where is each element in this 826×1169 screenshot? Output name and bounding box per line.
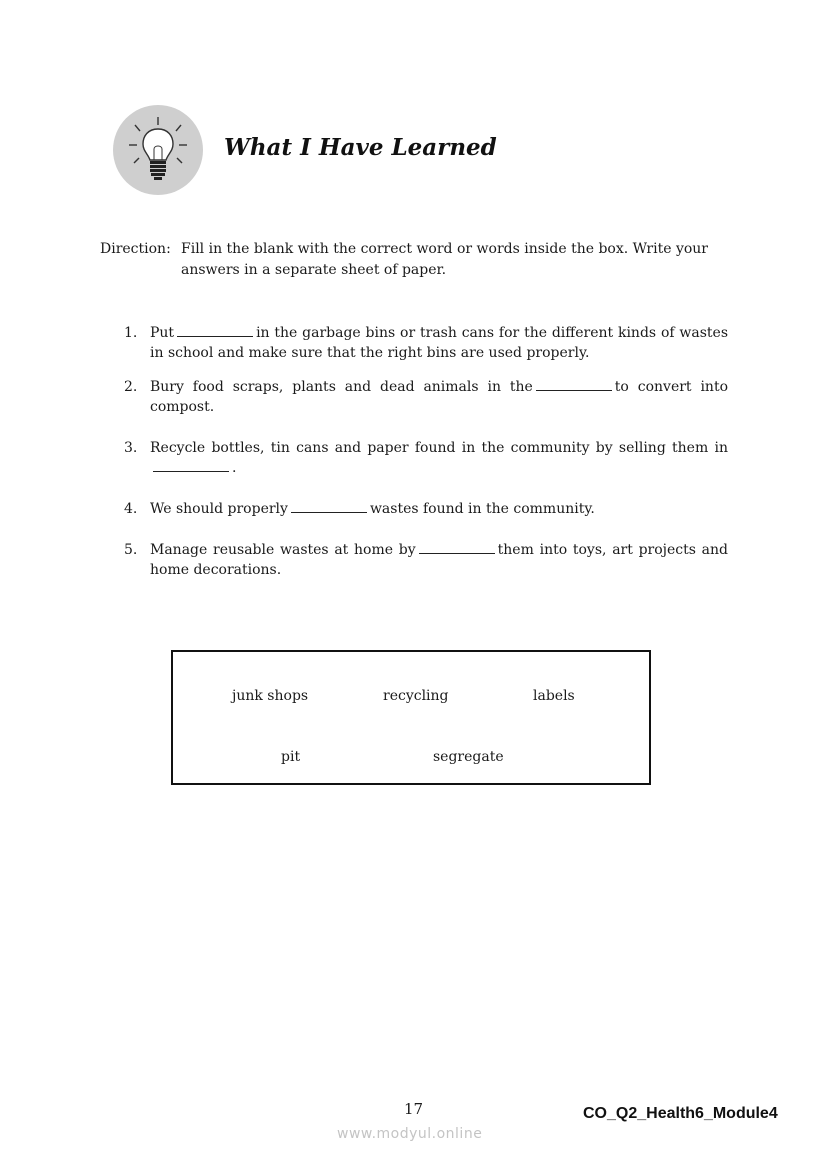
item-text-before: We should properly	[150, 501, 288, 517]
module-code: CO_Q2_Health6_Module4	[583, 1105, 778, 1122]
item-text-after: in the garbage bins or trash cans for the different kinds of wastes in school and make sure that the right bins are used properly.	[150, 325, 728, 361]
item-text-before: Manage reusable wastes at home by	[150, 542, 416, 558]
direction-block	[100, 239, 740, 281]
item-text-after: them into toys, art projects and home decorations.	[150, 542, 728, 578]
question-list	[124, 323, 728, 580]
word-option: labels	[533, 688, 575, 704]
direction-text-line-1: Fill in the blank with the correct word or words inside the box. Write your	[181, 241, 708, 257]
word-option: pit	[281, 749, 301, 765]
answer-blank[interactable]	[419, 541, 495, 554]
section-icon-circle	[113, 105, 203, 195]
item-text	[150, 438, 728, 478]
item-text-before: Recycle bottles, tin cans and paper found in the community by selling them in	[150, 440, 728, 456]
answer-blank[interactable]	[291, 500, 367, 513]
item-text	[150, 323, 728, 363]
section-title: What I Have Learned	[224, 134, 497, 161]
item-number: 4.	[124, 501, 138, 517]
lightbulb-icon	[113, 105, 203, 195]
list-item	[124, 499, 728, 519]
item-text	[150, 377, 728, 417]
item-text-before: Put	[150, 325, 175, 341]
list-item	[124, 323, 728, 363]
item-text	[150, 540, 728, 580]
answer-blank[interactable]	[177, 324, 253, 337]
answer-blank[interactable]	[153, 459, 229, 472]
direction-label: Direction:	[100, 241, 171, 257]
watermark: www.modyul.online	[337, 1126, 483, 1142]
word-option: recycling	[383, 688, 449, 704]
item-text-after: wastes found in the community.	[369, 501, 595, 517]
item-number: 2.	[124, 379, 138, 395]
item-text-after: to convert into compost.	[150, 379, 728, 415]
word-box	[171, 650, 651, 785]
list-item	[124, 377, 728, 417]
item-number: 5.	[124, 542, 138, 558]
item-text-after: .	[232, 460, 237, 476]
item-number: 3.	[124, 440, 138, 456]
list-item	[124, 438, 728, 478]
item-text	[150, 499, 728, 519]
list-item	[124, 540, 728, 580]
page-number: 17	[404, 1100, 424, 1118]
word-option: junk shops	[232, 688, 309, 704]
item-number: 1.	[124, 325, 138, 341]
direction-line-1	[100, 239, 740, 260]
item-text-before: Bury food scraps, plants and dead animals in the	[150, 379, 533, 395]
word-option: segregate	[433, 749, 504, 765]
answer-blank[interactable]	[536, 378, 612, 391]
direction-text-line-2: answers in a separate sheet of paper.	[181, 262, 447, 278]
